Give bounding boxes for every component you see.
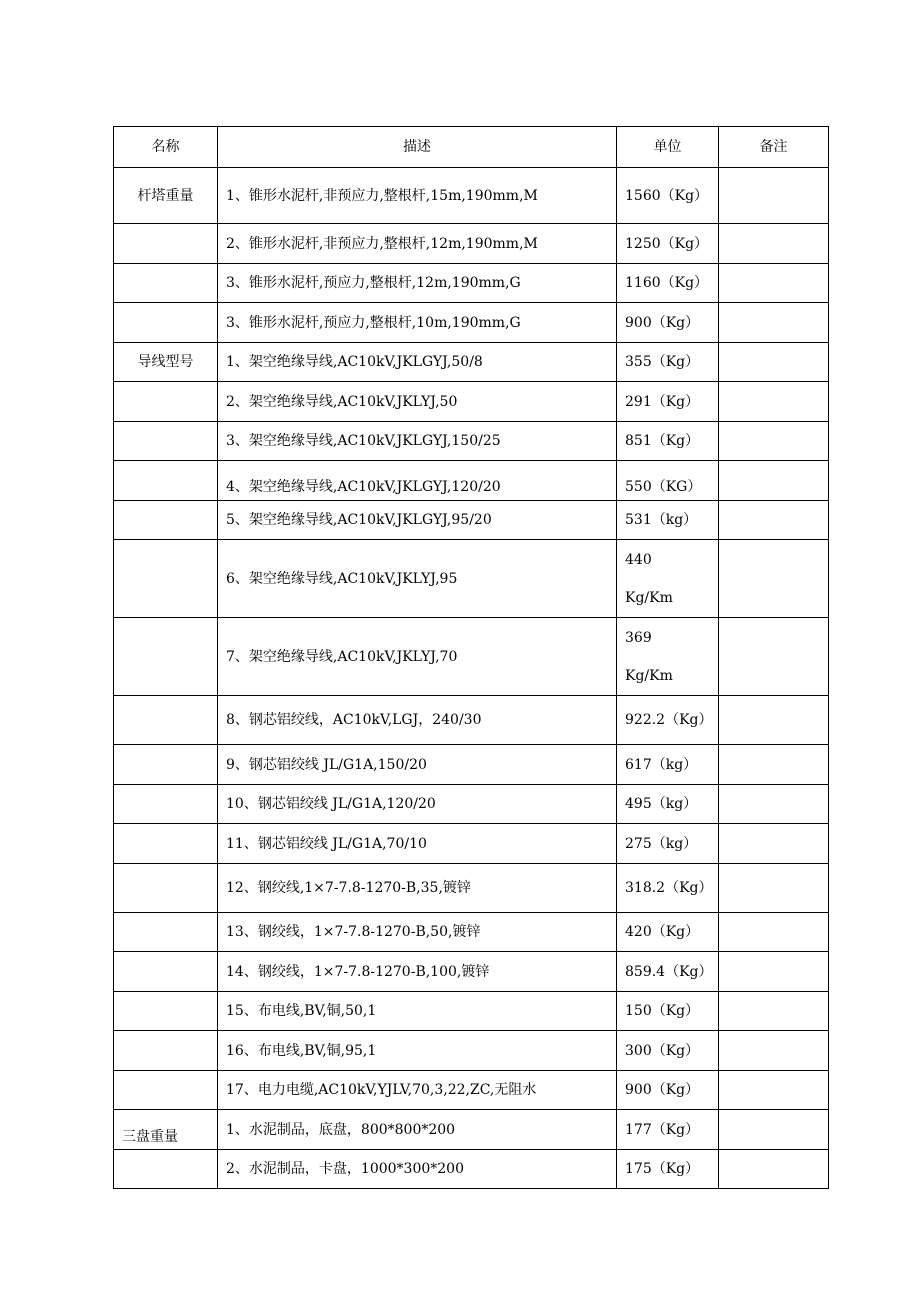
row-unit: 900（Kg） [617, 1071, 719, 1110]
table-row [114, 745, 829, 785]
row-unit: 177（Kg） [617, 1110, 719, 1150]
header-name: 名称 [114, 127, 218, 168]
row-desc: 3、锥形水泥杆,预应力,整根杆,10m,190mm,G [218, 303, 617, 343]
row-desc: 1、锥形水泥杆,非预应力,整根杆,15m,190mm,M [218, 168, 617, 224]
row-unit: 175（Kg） [617, 1150, 719, 1189]
row-desc: 14、钢绞线，1×7-7.8-1270-B,100,镀锌 [218, 952, 617, 992]
row-name [114, 422, 218, 461]
row-unit: 1560（Kg） [617, 168, 719, 224]
header-unit: 单位 [617, 127, 719, 168]
row-note [719, 540, 829, 618]
row-desc: 10、钢芯铝绞线 JL/G1A,120/20 [218, 785, 617, 824]
table-row [114, 913, 829, 952]
row-name [114, 1150, 218, 1189]
row-name [114, 824, 218, 864]
row-desc: 3、锥形水泥杆,预应力,整根杆,12m,190mm,G [218, 264, 617, 303]
table-row [114, 1071, 829, 1110]
row-name [114, 224, 218, 264]
table-row [114, 1110, 829, 1150]
row-note [719, 992, 829, 1031]
row-desc: 13、钢绞线，1×7-7.8-1270-B,50,镀锌 [218, 913, 617, 952]
row-note [719, 303, 829, 343]
header-desc: 描述 [218, 127, 617, 168]
row-unit: 550（KG） [617, 461, 719, 501]
row-desc: 16、布电线,BV,铜,95,1 [218, 1031, 617, 1071]
row-note [719, 501, 829, 540]
row-unit: 420（Kg） [617, 913, 719, 952]
table-row [114, 501, 829, 540]
row-desc: 1、架空绝缘导线,AC10kV,JKLGYJ,50/8 [218, 343, 617, 382]
row-unit: 859.4（Kg） [617, 952, 719, 992]
table-row [114, 303, 829, 343]
table-row [114, 343, 829, 382]
table-row [114, 461, 829, 501]
row-desc: 1、水泥制品，底盘，800*800*200 [218, 1110, 617, 1150]
row-desc: 9、钢芯铝绞线 JL/G1A,150/20 [218, 745, 617, 785]
row-name: 三盘重量 [114, 1110, 218, 1150]
row-note [719, 618, 829, 696]
row-desc: 7、架空绝缘导线,AC10kV,JKLYJ,70 [218, 618, 617, 696]
row-note [719, 952, 829, 992]
table-row [114, 264, 829, 303]
header-row [114, 127, 829, 168]
row-note [719, 1071, 829, 1110]
row-name [114, 1071, 218, 1110]
table-row [114, 952, 829, 992]
row-unit: 495（kg） [617, 785, 719, 824]
table-row [114, 696, 829, 745]
row-name [114, 864, 218, 913]
table-row [114, 224, 829, 264]
spec-table [113, 126, 829, 1189]
table-row [114, 618, 829, 696]
row-name [114, 913, 218, 952]
row-unit: 851（Kg） [617, 422, 719, 461]
unit-suffix: Kg/Km [625, 667, 673, 684]
unit-suffix: Kg/Km [625, 589, 673, 606]
row-desc: 2、架空绝缘导线,AC10kV,JKLYJ,50 [218, 382, 617, 422]
row-desc: 2、锥形水泥杆,非预应力,整根杆,12m,190mm,M [218, 224, 617, 264]
row-desc: 17、电力电缆,AC10kV,YJLV,70,3,22,ZC,无阻水 [218, 1071, 617, 1110]
unit-value: 440 [625, 551, 652, 568]
table-row [114, 785, 829, 824]
row-name [114, 745, 218, 785]
row-desc: 5、架空绝缘导线,AC10kV,JKLGYJ,95/20 [218, 501, 617, 540]
row-unit: 900（Kg） [617, 303, 719, 343]
row-note [719, 785, 829, 824]
row-name [114, 952, 218, 992]
row-note [719, 168, 829, 224]
table-row [114, 422, 829, 461]
row-desc: 4、架空绝缘导线,AC10kV,JKLGYJ,120/20 [218, 461, 617, 501]
row-note [719, 1150, 829, 1189]
table-row [114, 1031, 829, 1071]
table-row [114, 824, 829, 864]
table-row [114, 992, 829, 1031]
row-note [719, 382, 829, 422]
row-unit: 355（Kg） [617, 343, 719, 382]
row-name [114, 992, 218, 1031]
row-note [719, 264, 829, 303]
row-note [719, 422, 829, 461]
table-row [114, 540, 829, 618]
row-name [114, 501, 218, 540]
row-name [114, 264, 218, 303]
row-unit: 531（kg） [617, 501, 719, 540]
table-row [114, 864, 829, 913]
row-note [719, 696, 829, 745]
row-desc: 2、水泥制品，卡盘，1000*300*200 [218, 1150, 617, 1189]
row-name [114, 461, 218, 501]
row-name [114, 696, 218, 745]
header-note: 备注 [719, 127, 829, 168]
row-unit: 291（Kg） [617, 382, 719, 422]
row-desc: 6、架空绝缘导线,AC10kV,JKLYJ,95 [218, 540, 617, 618]
row-note [719, 745, 829, 785]
row-note [719, 461, 829, 501]
row-desc: 3、架空绝缘导线,AC10kV,JKLGYJ,150/25 [218, 422, 617, 461]
row-unit: 318.2（Kg） [617, 864, 719, 913]
row-unit [617, 540, 719, 618]
row-desc: 11、钢芯铝绞线 JL/G1A,70/10 [218, 824, 617, 864]
row-desc: 8、钢芯铝绞线，AC10kV,LGJ，240/30 [218, 696, 617, 745]
table-row [114, 168, 829, 224]
row-desc: 12、钢绞线,1×7-7.8-1270-B,35,镀锌 [218, 864, 617, 913]
row-unit: 922.2（Kg） [617, 696, 719, 745]
row-unit: 150（Kg） [617, 992, 719, 1031]
row-unit: 300（Kg） [617, 1031, 719, 1071]
row-note [719, 343, 829, 382]
row-name [114, 303, 218, 343]
row-name [114, 382, 218, 422]
row-note [719, 224, 829, 264]
row-desc: 15、布电线,BV,铜,50,1 [218, 992, 617, 1031]
row-unit [617, 618, 719, 696]
row-name: 杆塔重量 [114, 168, 218, 224]
row-unit: 275（kg） [617, 824, 719, 864]
row-name [114, 540, 218, 618]
row-name [114, 785, 218, 824]
row-note [719, 824, 829, 864]
unit-value: 369 [625, 629, 652, 646]
row-note [719, 1110, 829, 1150]
row-name [114, 618, 218, 696]
row-note [719, 864, 829, 913]
row-name [114, 1031, 218, 1071]
row-unit: 1160（Kg） [617, 264, 719, 303]
row-name: 导线型号 [114, 343, 218, 382]
table-row [114, 382, 829, 422]
row-note [719, 913, 829, 952]
table-row [114, 1150, 829, 1189]
row-unit: 617（kg） [617, 745, 719, 785]
row-unit: 1250（Kg） [617, 224, 719, 264]
row-note [719, 1031, 829, 1071]
